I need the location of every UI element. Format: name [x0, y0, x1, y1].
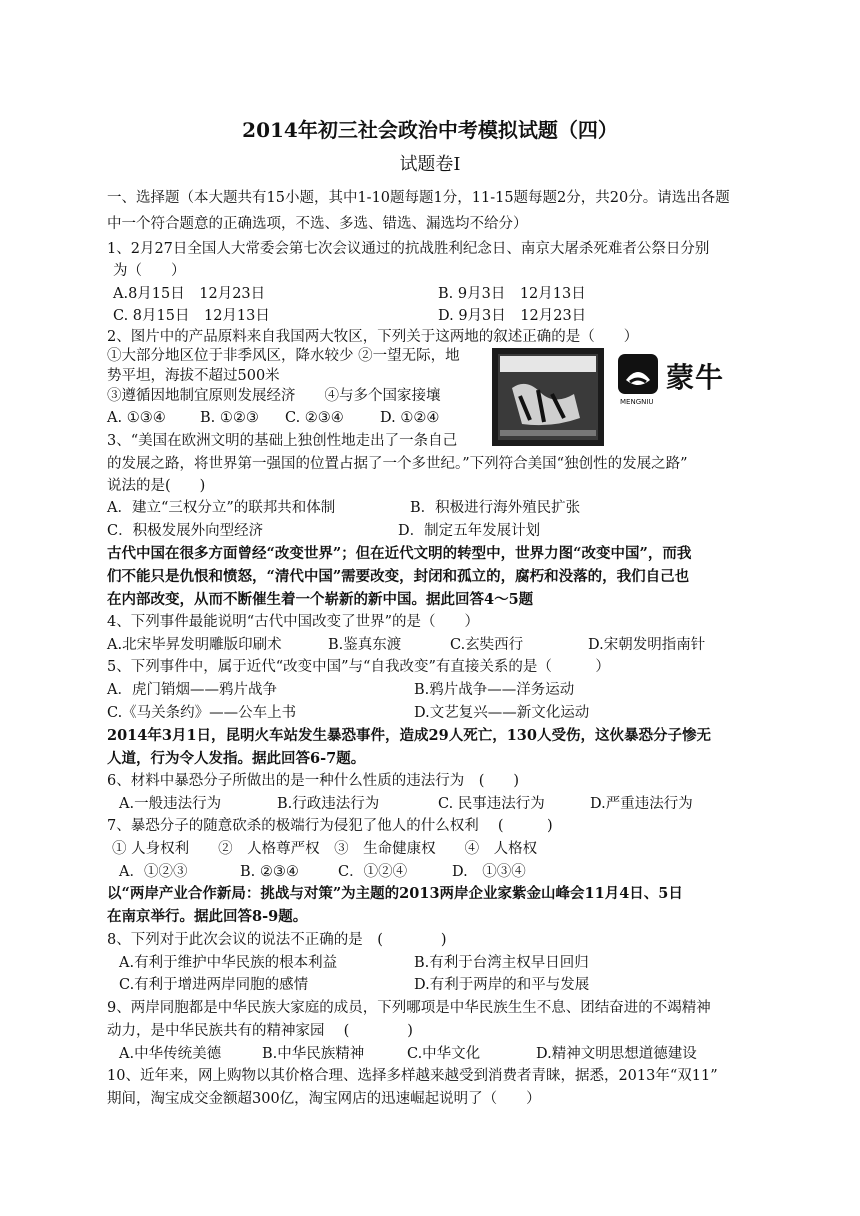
question-4-option-a: A.北宋毕昇发明雕版印刷术	[107, 637, 282, 653]
question-2-item: ③遵循因地制宜原则发展经济 ④与多个国家接壤	[107, 388, 441, 404]
question-1-stem: 为（ ）	[113, 263, 186, 279]
question-8-stem: 8、下列对于此次会议的说法不正确的是 ( )	[107, 932, 447, 948]
question-7-stem: 7、暴恐分子的随意砍杀的极端行为侵犯了他人的什么权利 ( )	[107, 818, 553, 834]
question-9-option-c: C.中华文化	[407, 1046, 481, 1062]
question-3-option-a: A．建立“三权分立”的联邦共和体制	[107, 500, 336, 516]
question-3-stem: 的发展之路，将世界第一强国的位置占据了一个多世纪。”下列符合美国“独创性的发展之路”	[107, 456, 688, 472]
material-1-line: 们不能只是仇恨和愤怒，“清代中国”需要改变，封闭和孤立的，腐朽和没落的，我们自己也	[107, 568, 690, 585]
question-6-option-d: D.严重违法行为	[590, 796, 693, 812]
question-9-option-b: B.中华民族精神	[262, 1046, 365, 1062]
question-4-option-c: C.玄奘西行	[450, 637, 524, 653]
question-5-stem: 5、下列事件中，属于近代“改变中国”与“自我改变”有直接关系的是（ ）	[107, 659, 610, 675]
question-10-stem: 10、近年来，网上购物以其价格合理、选择多样越来越受到消费者青睐，据悉，2013年“双11”	[107, 1068, 718, 1084]
question-7-option-c: C．①②④	[338, 864, 408, 880]
question-7-option-d: D. ①③④	[452, 864, 526, 880]
question-5-option-c: C.《马关条约》——公车上书	[107, 705, 297, 721]
question-8-option-a: A.有利于维护中华民族的根本利益	[119, 955, 338, 971]
question-7-option-b: B. ②③④	[240, 864, 299, 880]
question-3-stem: 说法的是( )	[107, 478, 206, 494]
material-3-line: 在南京举行。据此回答8-9题。	[107, 908, 308, 925]
instructions-line: 一、选择题（本大题共有15小题，其中1-10题每题1分，11-15题每题2分，共20分。请选出各题	[107, 190, 730, 206]
material-1-line: 在内部改变，从而不断催生着一个崭新的新中国。据此回答4～5题	[107, 591, 534, 608]
question-9-option-d: D.精神文明思想道德建设	[536, 1046, 697, 1062]
question-2-item: 势平坦，海拔不超过500米	[107, 368, 280, 384]
question-3-stem: 3、“美国在欧洲文明的基础上独创性地走出了一条自己	[107, 433, 458, 449]
material-2-line: 2014年3月1日，昆明火车站发生暴恐事件，造成29人死亡，130人受伤，这伙暴恐分子惨无	[107, 727, 711, 744]
instructions-line: 中一个符合题意的正确选项，不选、多选、错选、漏选均不给分）	[107, 216, 528, 232]
question-6-stem: 6、材料中暴恐分子所做出的是一种什么性质的违法行为 ( )	[107, 773, 520, 789]
question-6-option-c: C. 民事违法行为	[438, 796, 545, 812]
question-5-option-d: D.文艺复兴——新文化运动	[414, 705, 590, 721]
question-1-stem: 1、2月27日全国人大常委会第七次会议通过的抗战胜利纪念日、南京大屠杀死难者公祭日分别	[107, 241, 710, 257]
question-2-option-c: C. ②③④	[285, 410, 344, 426]
question-7-option-a: A．①②③	[119, 864, 188, 880]
question-4-option-d: D.宋朝发明指南针	[588, 637, 706, 653]
question-4-option-b: B.鉴真东渡	[328, 637, 402, 653]
question-9-option-a: A.中华传统美德	[119, 1046, 222, 1062]
product-box-image	[492, 348, 604, 446]
question-9-stem: 9、两岸同胞都是中华民族大家庭的成员，下列哪项是中华民族生生不息、团结奋进的不竭精神	[107, 1000, 711, 1016]
question-9-stem: 动力，是中华民族共有的精神家园 ( )	[107, 1023, 413, 1039]
page-subtitle: 试题卷Ⅰ	[399, 154, 461, 175]
question-1-option-a: A.8月15日 12月23日	[113, 286, 266, 302]
question-7-items: ① 人身权利 ② 人格尊严权 ③ 生命健康权 ④ 人格权	[112, 841, 538, 857]
question-2-stem: 2、图片中的产品原料来自我国两大牧区，下列关于这两地的叙述正确的是（ ）	[107, 329, 639, 345]
question-3-option-d: D．制定五年发展计划	[398, 523, 541, 539]
question-1-option-b: B. 9月3日 12月13日	[438, 286, 586, 302]
question-1-option-d: D. 9月3日 12月23日	[438, 308, 587, 324]
question-3-option-c: C．积极发展外向型经济	[107, 523, 264, 539]
question-5-option-a: A．虎门销烟——鸦片战争	[107, 682, 277, 698]
question-3-option-b: B．积极进行海外殖民扩张	[410, 500, 581, 516]
brand-logo-subtext: MENGNIU	[620, 398, 654, 406]
question-10-stem: 期间，淘宝成交金额超300亿，淘宝网店的迅速崛起说明了（ ）	[107, 1091, 541, 1107]
question-2-option-a: A. ①③④	[107, 410, 166, 426]
question-2-option-d: D. ①②④	[380, 410, 440, 426]
brand-logo-text: 蒙牛	[666, 361, 725, 394]
question-8-option-b: B.有利于台湾主权早日回归	[414, 955, 589, 971]
question-4-stem: 4、下列事件最能说明“古代中国改变了世界”的是（ ）	[107, 614, 480, 630]
question-8-option-d: D.有利于两岸的和平与发展	[414, 977, 590, 993]
material-2-line: 人道，行为令人发指。据此回答6-7题。	[107, 750, 366, 767]
brand-logo-image	[616, 350, 734, 410]
material-3-line: 以“两岸产业合作新局：挑战与对策”为主题的2013两岸企业家紫金山峰会11月4日、5日	[107, 885, 683, 902]
question-6-option-a: A.一般违法行为	[119, 796, 222, 812]
question-5-option-b: B.鸦片战争——洋务运动	[414, 682, 575, 698]
question-6-option-b: B.行政违法行为	[277, 796, 380, 812]
question-1-option-c: C. 8月15日 12月13日	[113, 308, 270, 324]
question-8-option-c: C.有利于增进两岸同胞的感情	[119, 977, 309, 993]
material-1-line: 古代中国在很多方面曾经“改变世界”；但在近代文明的转型中，世界力图“改变中国”，而我	[107, 545, 692, 562]
question-2-option-b: B. ①②③	[200, 410, 259, 426]
question-2-item: ①大部分地区位于非季风区，降水较少 ②一望无际，地	[107, 348, 460, 364]
page-title: 2014年初三社会政治中考模拟试题（四）	[242, 118, 618, 142]
